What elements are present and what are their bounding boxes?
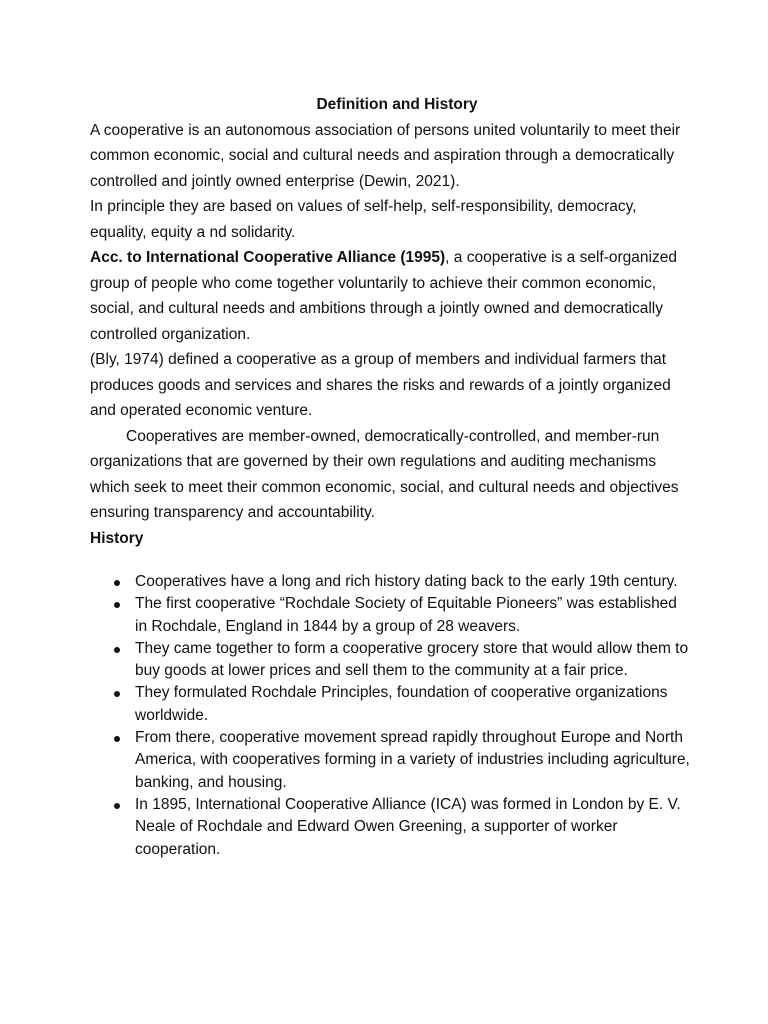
bullet-icon [114,691,120,697]
history-heading: History [90,529,144,547]
list-item [90,638,690,683]
paragraph-ica-definition [90,245,690,347]
bullet-icon [114,580,120,586]
ica-citation: Acc. to International Cooperative Alliance (1995) [90,249,446,266]
list-item-text: They came together to form a cooperative grocery store that would allow them to buy goods at lower prices and sell them to the community at a fair price. [135,639,689,680]
ica-definition-text: , a cooperative is a self-organized group of people who come together voluntarily to achieve their common economic, social, and cultural needs and ambitions through a jointly owned and democratically controlled organization. [90,249,677,343]
list-item [90,571,690,593]
list-item [90,727,690,794]
history-bullet-list [90,571,690,861]
paragraph-definition: A cooperative is an autonomous association of persons united voluntarily to meet their common economic, social and cultural needs and aspiration through a democratically controlled and jointly owned enterprise (Dewin, 2021). [90,121,681,190]
list-item-text: The first cooperative “Rochdale Society of Equitable Pioneers” was established in Rochdale, England in 1844 by a group of 28 weavers. [135,595,677,635]
bullet-icon [114,736,120,742]
list-item-text: Cooperatives have a long and rich history dating back to the early 19th century. [135,573,678,590]
document-page [90,92,690,861]
list-item-text: They formulated Rochdale Principles, foundation of cooperative organizations worldwide. [135,684,668,724]
list-item [90,794,690,861]
list-item-text: In 1895, International Cooperative Alliance (ICA) was formed in London by E. V. Neale of Rochdale and Edward Owen Greening, a supporter of worker cooperation. [135,795,681,858]
list-item [90,593,690,638]
document-title: Definition and History [316,96,478,113]
bullet-icon [114,647,120,653]
bullet-icon [114,602,120,608]
bullet-icon [114,803,120,809]
paragraph-member-owned: Cooperatives are member-owned, democratically-controlled, and member-run organizations that are governed by their own regulations and auditing mechanisms which seek to meet their common economic, social, and cultural needs and objectives ensuring transparency and accountability. [90,427,679,521]
list-item [90,682,690,727]
paragraph-bly-definition: (Bly, 1974) defined a cooperative as a group of members and individual farmers that produces goods and services and shares the risks and rewards of a jointly organized and operated economic venture. [90,351,671,419]
paragraph-principles: In principle they are based on values of self-help, self-responsibility, democracy, equality, equity a nd solidarity. [90,198,637,241]
list-item-text: From there, cooperative movement spread rapidly throughout Europe and North America, with cooperatives forming in a variety of industries including agriculture, banking, and housing. [135,729,690,791]
